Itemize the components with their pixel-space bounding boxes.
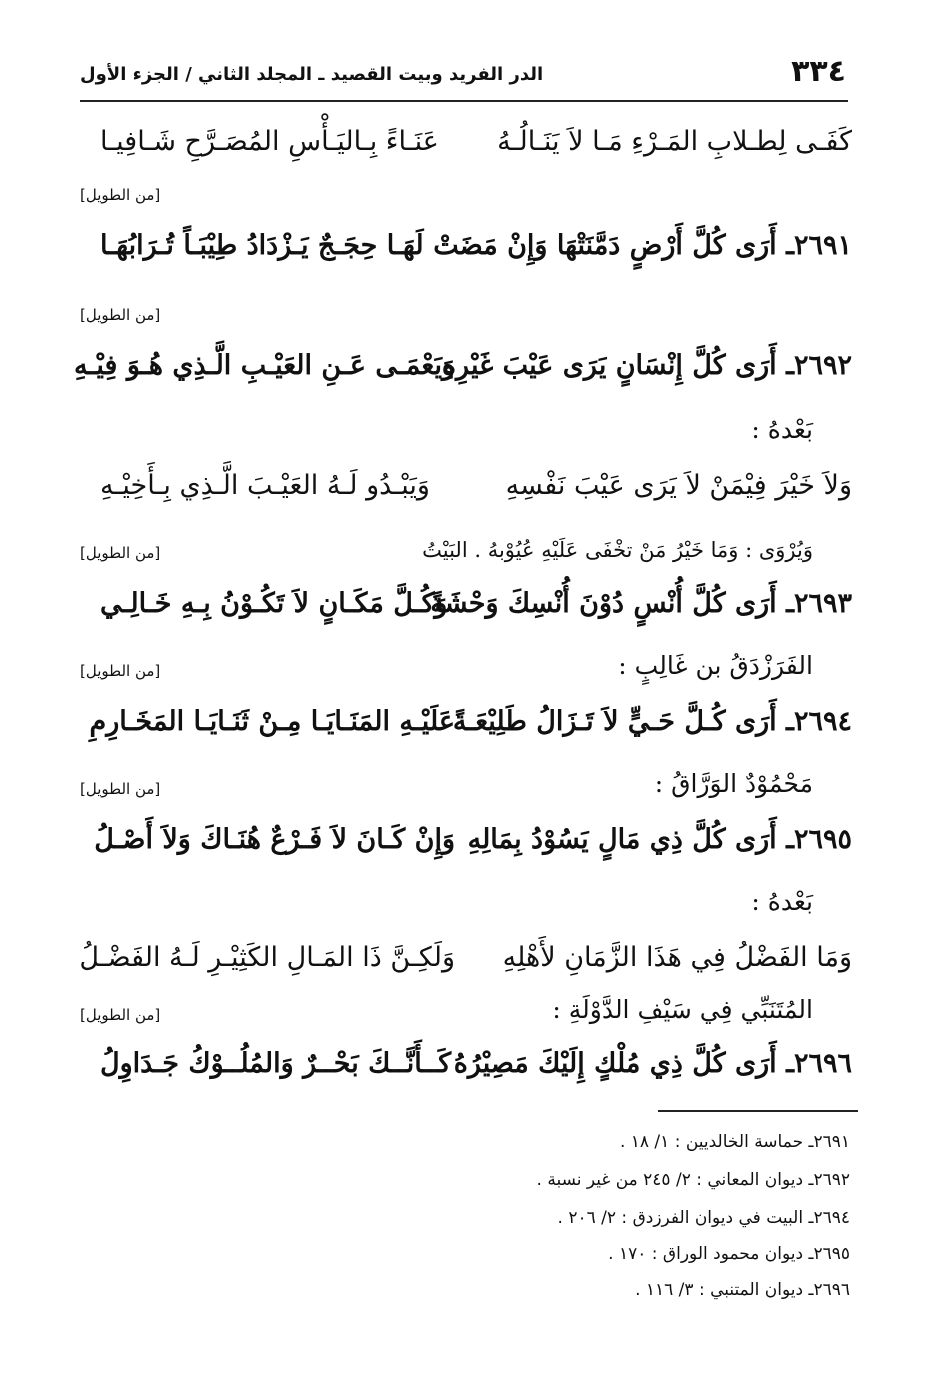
intro-text: بَعْدهُ : <box>751 415 813 444</box>
verse-first-hemistich: ٢٦٩٣ـ أَرَى كُلَّ أُنْسٍ دُوْنَ أُنْسِكَ وَحْشَةً <box>430 588 852 619</box>
meter-label: [من الطويل] <box>80 306 161 324</box>
verse-first-hemistich: وَمَا الفَضْلُ فِي هَذَا الزَّمَانِ لأَهْلِهِ <box>502 942 852 973</box>
meter-label: [من الطويل] <box>80 1006 161 1024</box>
verse-line <box>100 462 852 514</box>
footnote: ٢٦٩٢ـ ديوان المعاني : ٢/ ٢٤٥ من غير نسبة . <box>536 1170 850 1190</box>
verse-second-hemistich: وَيَبْـدُو لَـهُ العَيْـبَ الَّـذِي بِـأَخِيْـهِ <box>100 470 430 501</box>
meter-label: [من الطويل] <box>80 662 161 680</box>
meter-label: [من الطويل] <box>80 780 161 798</box>
intro-text: الفَرَزْدَقُ بن غَالِبٍ : <box>618 651 813 680</box>
verse-line <box>89 698 852 750</box>
verse-line <box>100 118 852 170</box>
footnote-rule <box>658 1110 858 1112</box>
verse-line <box>100 222 852 274</box>
verse-first-hemistich: ٢٦٩٤ـ أَرَى كُـلَّ حَـيٍّ لاَ تَـزَالُ طَلِيْعَـةً <box>452 706 852 737</box>
footnote: ٢٦٩١ـ حماسة الخالديين : ١/ ١٨ . <box>619 1132 850 1152</box>
intro-text: وَيُرْوَى : وَمَا خَيْرُ مَنْ تخْفَى عَلَيْهِ عُيُوْبهُ . البَيْتُ <box>422 538 813 562</box>
footnote: ٢٦٩٤ـ البيت في ديوان الفرزدق : ٢/ ٢٠٦ . <box>557 1208 850 1228</box>
verse-first-hemistich: كَفَـى لِطـلابِ المَـرْءِ مَـا لاَ يَنَـالُـهُ <box>497 126 852 157</box>
page-number: ٣٣٤ <box>791 54 846 89</box>
verse-first-hemistich: ٢٦٩٥ـ أَرَى كُلَّ ذِي مَالٍ يَسُوْدُ بِمَالِهِ <box>467 824 852 855</box>
verse-second-hemistich: كَــأَنَّــكَ بَحْــرٌ وَالمُلُــوْكُ جَـدَاوِلُ <box>100 1048 452 1079</box>
meter-label: [من الطويل] <box>80 186 161 204</box>
verse-line <box>94 816 852 868</box>
verse-second-hemistich: لَهَـا حِجَـجٌ يَـزْدَادُ طِيْبَـاً تُـرَابُهَـا <box>100 230 424 261</box>
verse-first-hemistich: ٢٦٩٦ـ أَرَى كُلَّ ذِي مُلْكٍ إِلَيْكَ مَصِيْرُهُ <box>453 1048 852 1079</box>
intro-text: بَعْدهُ : <box>751 887 813 916</box>
verse-second-hemistich: وَلَكِـنَّ ذَا المَـالِ الكَثِيْـرِ لَـهُ الفَضْـلُ <box>79 942 455 973</box>
verse-line <box>100 580 852 632</box>
verse-line <box>79 934 852 986</box>
verse-first-hemistich: ٢٦٩٢ـ أَرَى كُلَّ إِنْسَانٍ يَرَى عَيْبَ غَيْرِهِ <box>441 350 852 381</box>
verse-second-hemistich: عَلَيْـهِ المَنَـايَـا مِـنْ ثَنَـايَـا المَخَـارِمِ <box>89 706 455 737</box>
verse-second-hemistich: وَإِنْ كَـانَ لاَ فَـرْعٌ هُنَـاكَ وَلاَ أَصْـلُ <box>94 824 455 855</box>
verse-first-hemistich: وَلاَ خَيْرَ فِيْمَنْ لاَ يَرَى عَيْبَ نَفْسِهِ <box>505 470 852 501</box>
verse-second-hemistich: عَنَـاءً بِـاليَـأْسِ المُصَـرَّحِ شَـافِيـا <box>100 126 439 157</box>
meter-label: [من الطويل] <box>80 544 161 562</box>
verse-first-hemistich: ٢٦٩١ـ أَرَى كُلَّ أَرْضٍ دَمَّنَتْهَا وَإِنْ مَضَتْ <box>433 230 852 261</box>
verse-second-hemistich: وَيَعْمَـى عَـنِ العَيْـبِ الَّـذِي هُـوَ فِيْـهِ <box>74 350 455 381</box>
footnote: ٢٦٩٥ـ ديوان محمود الوراق : ١٧٠ . <box>608 1244 850 1264</box>
footnote: ٢٦٩٦ـ ديوان المتنبي : ٣/ ١١٦ . <box>635 1280 850 1300</box>
verse-second-hemistich: وَكُـلَّ مَكَـانٍ لاَ تَكُـوْنُ بِـهِ خَـالِـي <box>100 588 448 619</box>
intro-text: المُتَنَبِّي فِي سَيْفِ الدَّوْلَةِ : <box>552 995 813 1024</box>
running-title: الدر الفريد وبيت القصيد ـ المجلد الثاني / الجزء الأول <box>80 64 544 85</box>
header-rule <box>80 100 848 102</box>
intro-text: مَحْمُوْدٌ الوَرَّاقُ : <box>654 769 813 798</box>
verse-line <box>74 342 852 394</box>
verse-line <box>100 1040 852 1092</box>
page-header <box>80 52 850 100</box>
